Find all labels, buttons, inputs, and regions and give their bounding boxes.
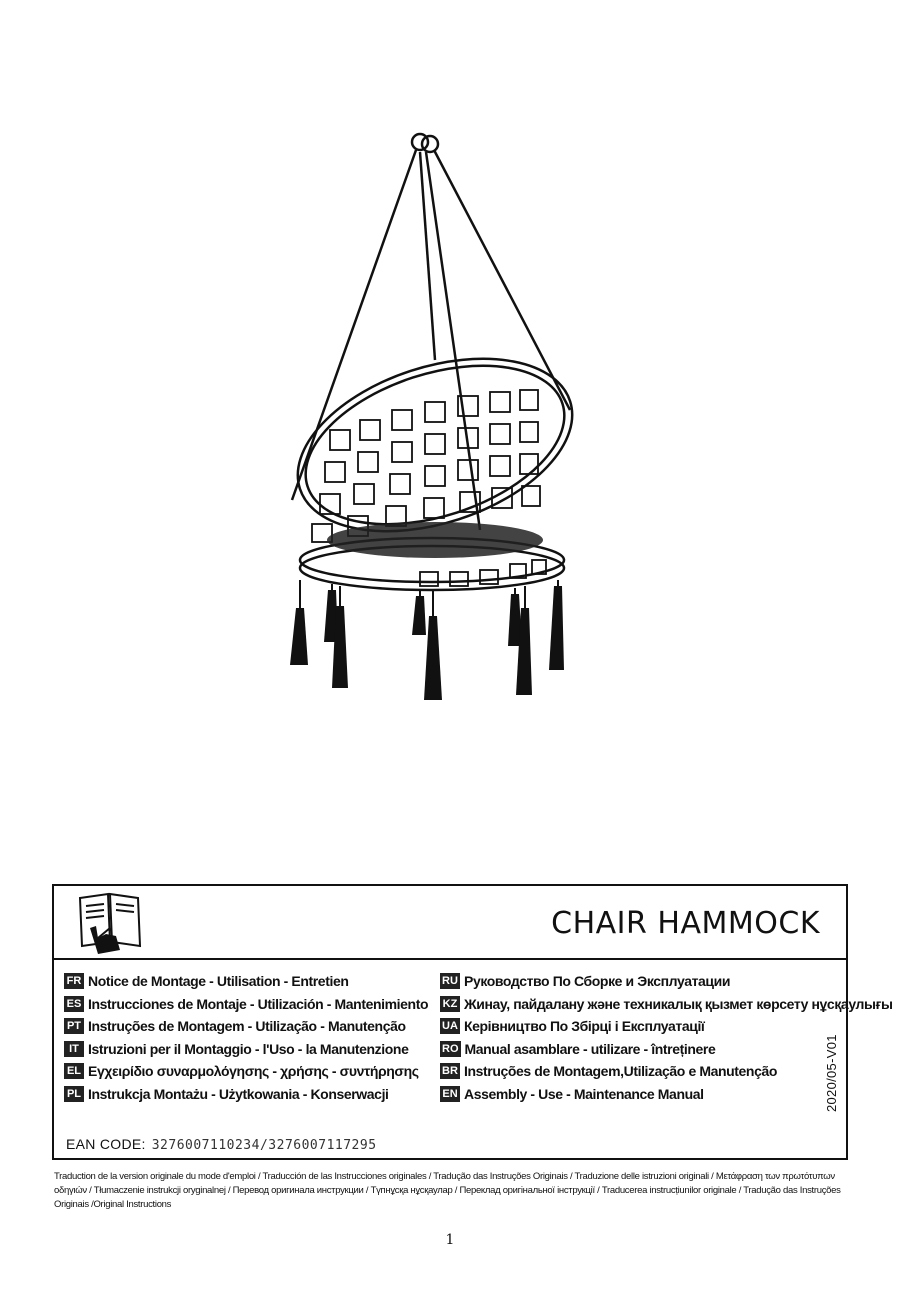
ean-code <box>66 1136 377 1153</box>
language-list-left <box>64 970 428 1105</box>
language-code: RU <box>440 973 460 989</box>
product-title: CHAIR HAMMOCK <box>551 906 820 941</box>
language-code: RO <box>442 1042 459 1055</box>
language-code: PL <box>64 1086 84 1102</box>
chair-hammock-illustration <box>270 120 600 720</box>
language-title: Instrucciones de Montaje - Utilización - Mantenimiento <box>88 995 429 1012</box>
language-item <box>64 1038 428 1061</box>
version-label: 2020/05-V01 <box>824 1034 839 1112</box>
language-code: BR <box>440 1063 460 1079</box>
language-item <box>64 1015 428 1038</box>
ean-label: EAN CODE: <box>66 1136 146 1152</box>
language-code: FR <box>64 973 84 989</box>
ean-value: 3276007110234/3276007117295 <box>151 1138 377 1153</box>
language-item <box>64 1060 428 1083</box>
language-title: Руководство По Сборке и Эксплуатации <box>464 973 731 990</box>
version-label-wrap <box>824 1022 848 1122</box>
language-title: Instruções de Montagem,Utilização e Manutenção <box>464 1063 777 1080</box>
language-item <box>64 1083 428 1106</box>
language-code: KZ <box>440 996 460 1012</box>
language-title: Жинау, пайдалану және техникалық қызмет көрсету нұсқаулығы <box>464 995 893 1012</box>
language-code: UA <box>440 1018 460 1034</box>
manual-book-icon <box>76 890 146 956</box>
language-title: Instrukcja Montażu - Użytkowania - Konserwacji <box>88 1085 389 1102</box>
language-title: Manual asamblare - utilizare - întreținere <box>464 1040 716 1057</box>
translation-footnote: Traduction de la version originale du mode d'emploi / Traducción de las Instrucciones originales / Tradução das Instruções Originais / Traduzione delle istruzioni originali / Μετάφραση των πρωτότυπων οδηγιών / Tłumaczenie instrukcji oryginalnej / Перевод оригинала инструкции / Түпнұсқа нұсқаулар / Переклад оригінальної інструкції / Traducerea instrucțiunilor originale / Tradução das Instruções Originais /Original Instructions <box>54 1171 841 1210</box>
language-code: ES <box>64 996 84 1012</box>
language-code: IT <box>64 1041 84 1057</box>
language-title: Керівництво По Збірці і Експлуатації <box>464 1018 705 1035</box>
language-code: EN <box>440 1086 460 1102</box>
page-number: 1 <box>445 1232 455 1248</box>
cover-info-box <box>52 884 893 1160</box>
language-code: PT <box>64 1018 84 1034</box>
language-item <box>64 970 428 993</box>
language-code: EL <box>64 1063 84 1079</box>
language-item <box>440 970 893 993</box>
language-title: Istruzioni per il Montaggio - l'Uso - la Manutenzione <box>88 1040 409 1057</box>
language-title: Notice de Montage - Utilisation - Entretien <box>88 973 349 990</box>
language-title: Assembly - Use - Maintenance Manual <box>464 1085 704 1102</box>
language-title: Εγχειρίδιο συναρμολόγησης - χρήσης - συντήρησης <box>88 1063 419 1080</box>
language-item <box>440 993 893 1016</box>
language-title: Instruções de Montagem - Utilização - Manutenção <box>88 1018 406 1035</box>
cover-header <box>54 886 846 960</box>
language-item <box>64 993 428 1016</box>
